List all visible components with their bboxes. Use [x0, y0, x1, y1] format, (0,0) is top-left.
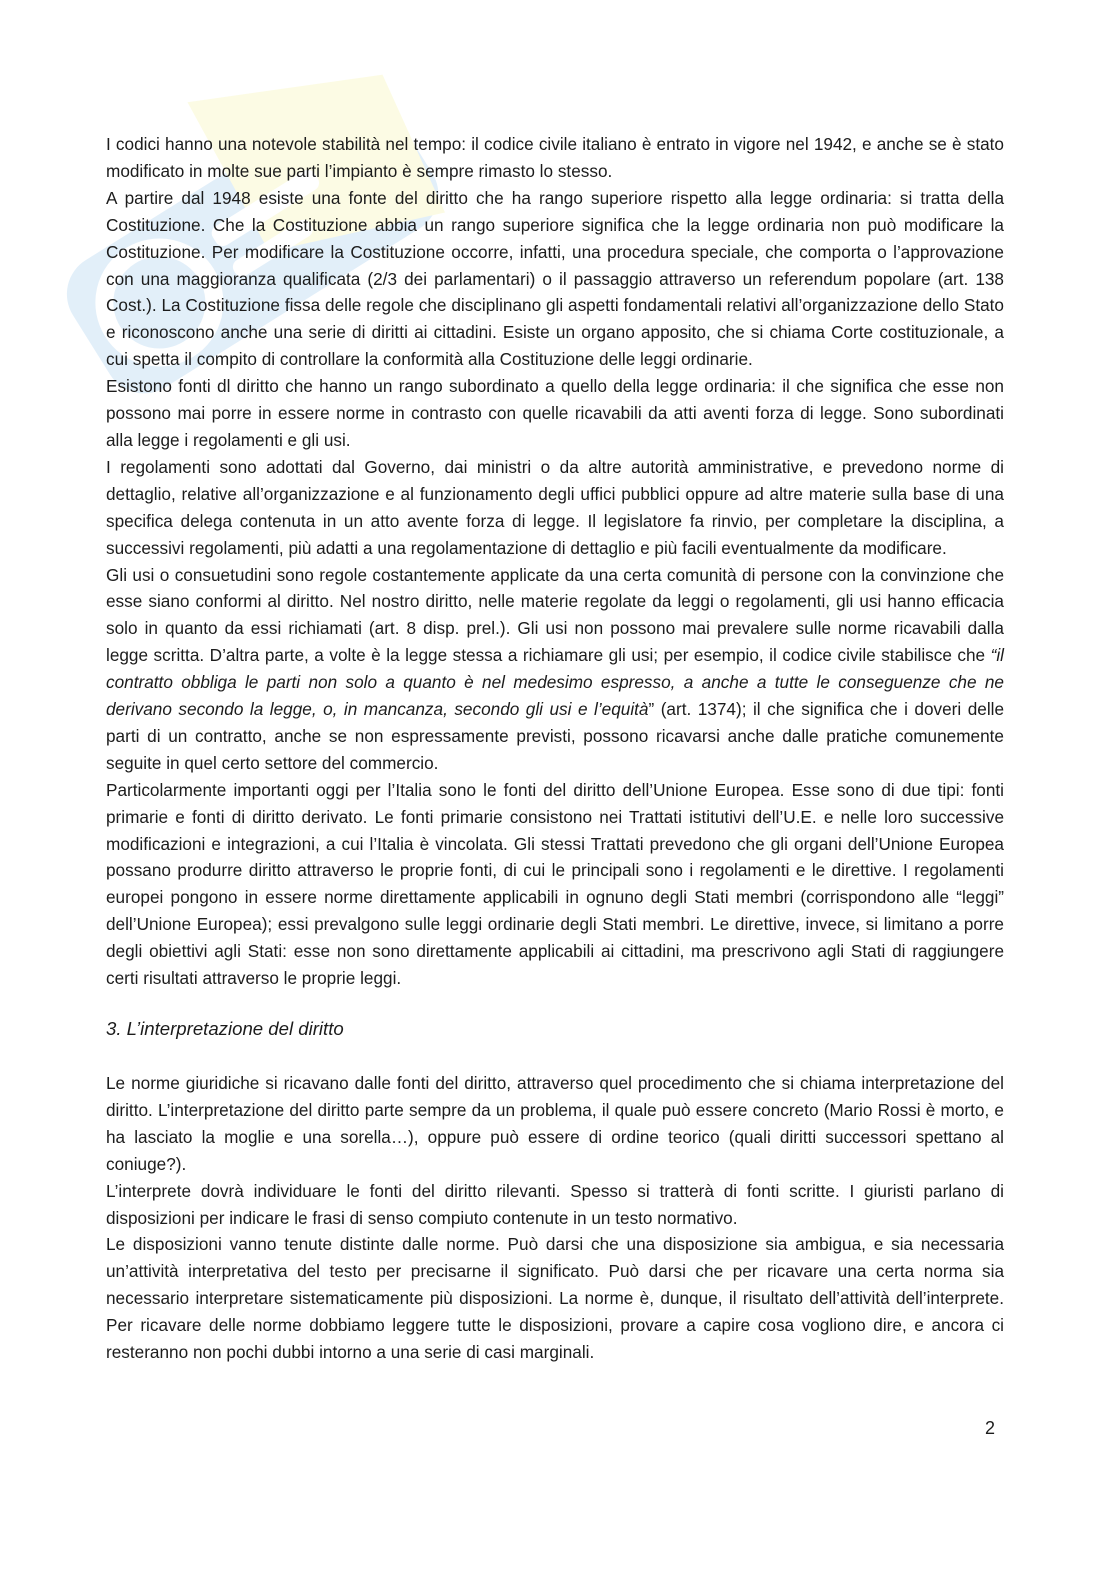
usi-quote: “il contratto obbliga le parti non solo a quanto è nel medesimo espresso, a anche a tutte le conseguenze che ne derivano secondo la legge, o, in mancanza, secondo gli usi e l’equità	[106, 645, 1004, 720]
usi-text-before: Gli usi o consuetudini sono regole costantemente applicate da una certa comunità di persone con la convinzione che esse siano conformi al diritto. Nel nostro diritto, nelle materie regolate da leggi o regolamenti, gli usi hanno efficacia solo in quanto da essi richiamati (art. 8 disp. prel.). Gli usi non possono mai prevalere sulle norme ricavabili dalla legge scritta. D’altra parte, a volte è la legge stessa a richiamare gli usi; per esempio, il codice civile stabilisce che	[106, 564, 1004, 666]
paragraph-norme-giuridiche: Le norme giuridiche si ricavano dalle fonti del diritto, attraverso quel procedimento che si chiama interpretazione del diritto. L’interpretazione del diritto parte sempre da un problema, il quale può essere concreto (Mario Rossi è morto, e ha lasciato la moglie e una sorella…), oppure può essere di ordine teorico (quali diritti successori spettano al coniuge?).	[106, 1073, 1004, 1174]
paragraph-interprete: L’interprete dovrà individuare le fonti del diritto rilevanti. Spesso si tratterà di fonti scritte. I giuristi parlano di disposizioni per indicare le frasi di senso compiuto contenute in un testo normativo.	[106, 1180, 1004, 1228]
usi-text-after: ” (art. 1374); il che significa che i doveri delle parti di un contratto, anche se non espressamente previsti, possono ricavarsi anche dalle pratiche comunemente seguite in quel certo settore del commercio.	[106, 699, 1005, 773]
page-number: 2	[985, 1418, 996, 1438]
section-heading: 3. L’interpretazione del diritto	[106, 1018, 344, 1039]
paragraph-usi	[106, 562, 1004, 777]
paragraph-codici: I codici hanno una notevole stabilità nel tempo: il codice civile italiano è entrato in vigore nel 1942, e anche se è stato modificato in molte sue parti l’impianto è sempre rimasto lo stesso.	[106, 134, 1004, 181]
paragraph-disposizioni: Le disposizioni vanno tenute distinte dalle norme. Può darsi che una disposizione sia ambigua, e sia necessaria un’attività interpretativa del testo per precisarne il significato. Può darsi che per ricavare una certa norma sia necessario interpretare sistematicamente più disposizioni. La norme è, dunque, il risultato dell’attività dell’interprete. Per ricavare delle norme dobbiamo leggere tutte le disposizioni, provare a capire cosa vogliono dire, e ancora ci resteranno non pochi dubbi intorno a una serie di casi marginali.	[106, 1234, 1004, 1363]
paragraph-costituzione: A partire dal 1948 esiste una fonte del diritto che ha rango superiore rispetto alla legge ordinaria: si tratta della Costituzione. Che la Costituzione abbia un rango superiore significa che la legge ordinaria non può modificare la Costituzione. Per modificare la Costituzione occorre, infatti, una procedura speciale, che comporta o l’approvazione con una maggioranza qualificata (2/3 dei parlamentari) o il passaggio attraverso un referendum popolare (art. 138 Cost.). La Costituzione fissa delle regole che disciplinano gli aspetti fondamentali relativi all’organizzazione dello Stato e riconoscono anche una serie di diritti ai cittadini. Esiste un organo apposito, che si chiama Corte costituzionale, a cui spetta il compito di controllare la conformità alla Costituzione delle leggi ordinarie.	[106, 187, 1004, 370]
paragraph-regolamenti: I regolamenti sono adottati dal Governo, dai ministri o da altre autorità amministrative, e prevedono norme di dettaglio, relative all’organizzazione e al funzionamento degli uffici pubblici oppure ad altre materie sulla base di una specifica delega contenuta in un atto avente forza di legge. Il legislatore fa rinvio, per completare la disciplina, a successivi regolamenti, più adatti a una regolamentazione di dettaglio e più facili eventualmente da modificare.	[106, 456, 1004, 558]
paragraph-unione-europea: Particolarmente importanti oggi per l’Italia sono le fonti del diritto dell’Unione Europea. Esse sono di due tipi: fonti primarie e fonti di diritto derivato. Le fonti primarie consistono nei Trattati istitutivi dell’U.E. e nelle loro successive modificazioni e integrazioni, a cui l’Italia è vincolata. Gli stessi Trattati prevedono che gli organi dell’Unione Europea possano produrre diritto attraverso le proprie fonti, di cui le principali sono i regolamenti e le direttive. I regolamenti europei pongono in essere norme direttamente applicabili in ognuno degli Stati membri (corrispondono alle “leggi” dell’Unione Europea); essi prevalgono sulle leggi ordinarie degli Stati membri. Le direttive, invece, si limitano a porre degli obiettivi agli Stati: esse non sono direttamente applicabili ai cittadini, ma prescrivono agli Stati di raggiungere certi risultati attraverso le proprie leggi.	[106, 779, 1004, 989]
document-body	[106, 131, 1004, 1366]
paragraph-fonti-subordinate: Esistono fonti dl diritto che hanno un rango subordinato a quello della legge ordinaria: il che significa che esse non possono mai porre in essere norme in contrasto con quelle ricavabili da atti aventi forza di legge. Sono subordinati alla legge i regolamenti e gli usi.	[106, 376, 1004, 450]
